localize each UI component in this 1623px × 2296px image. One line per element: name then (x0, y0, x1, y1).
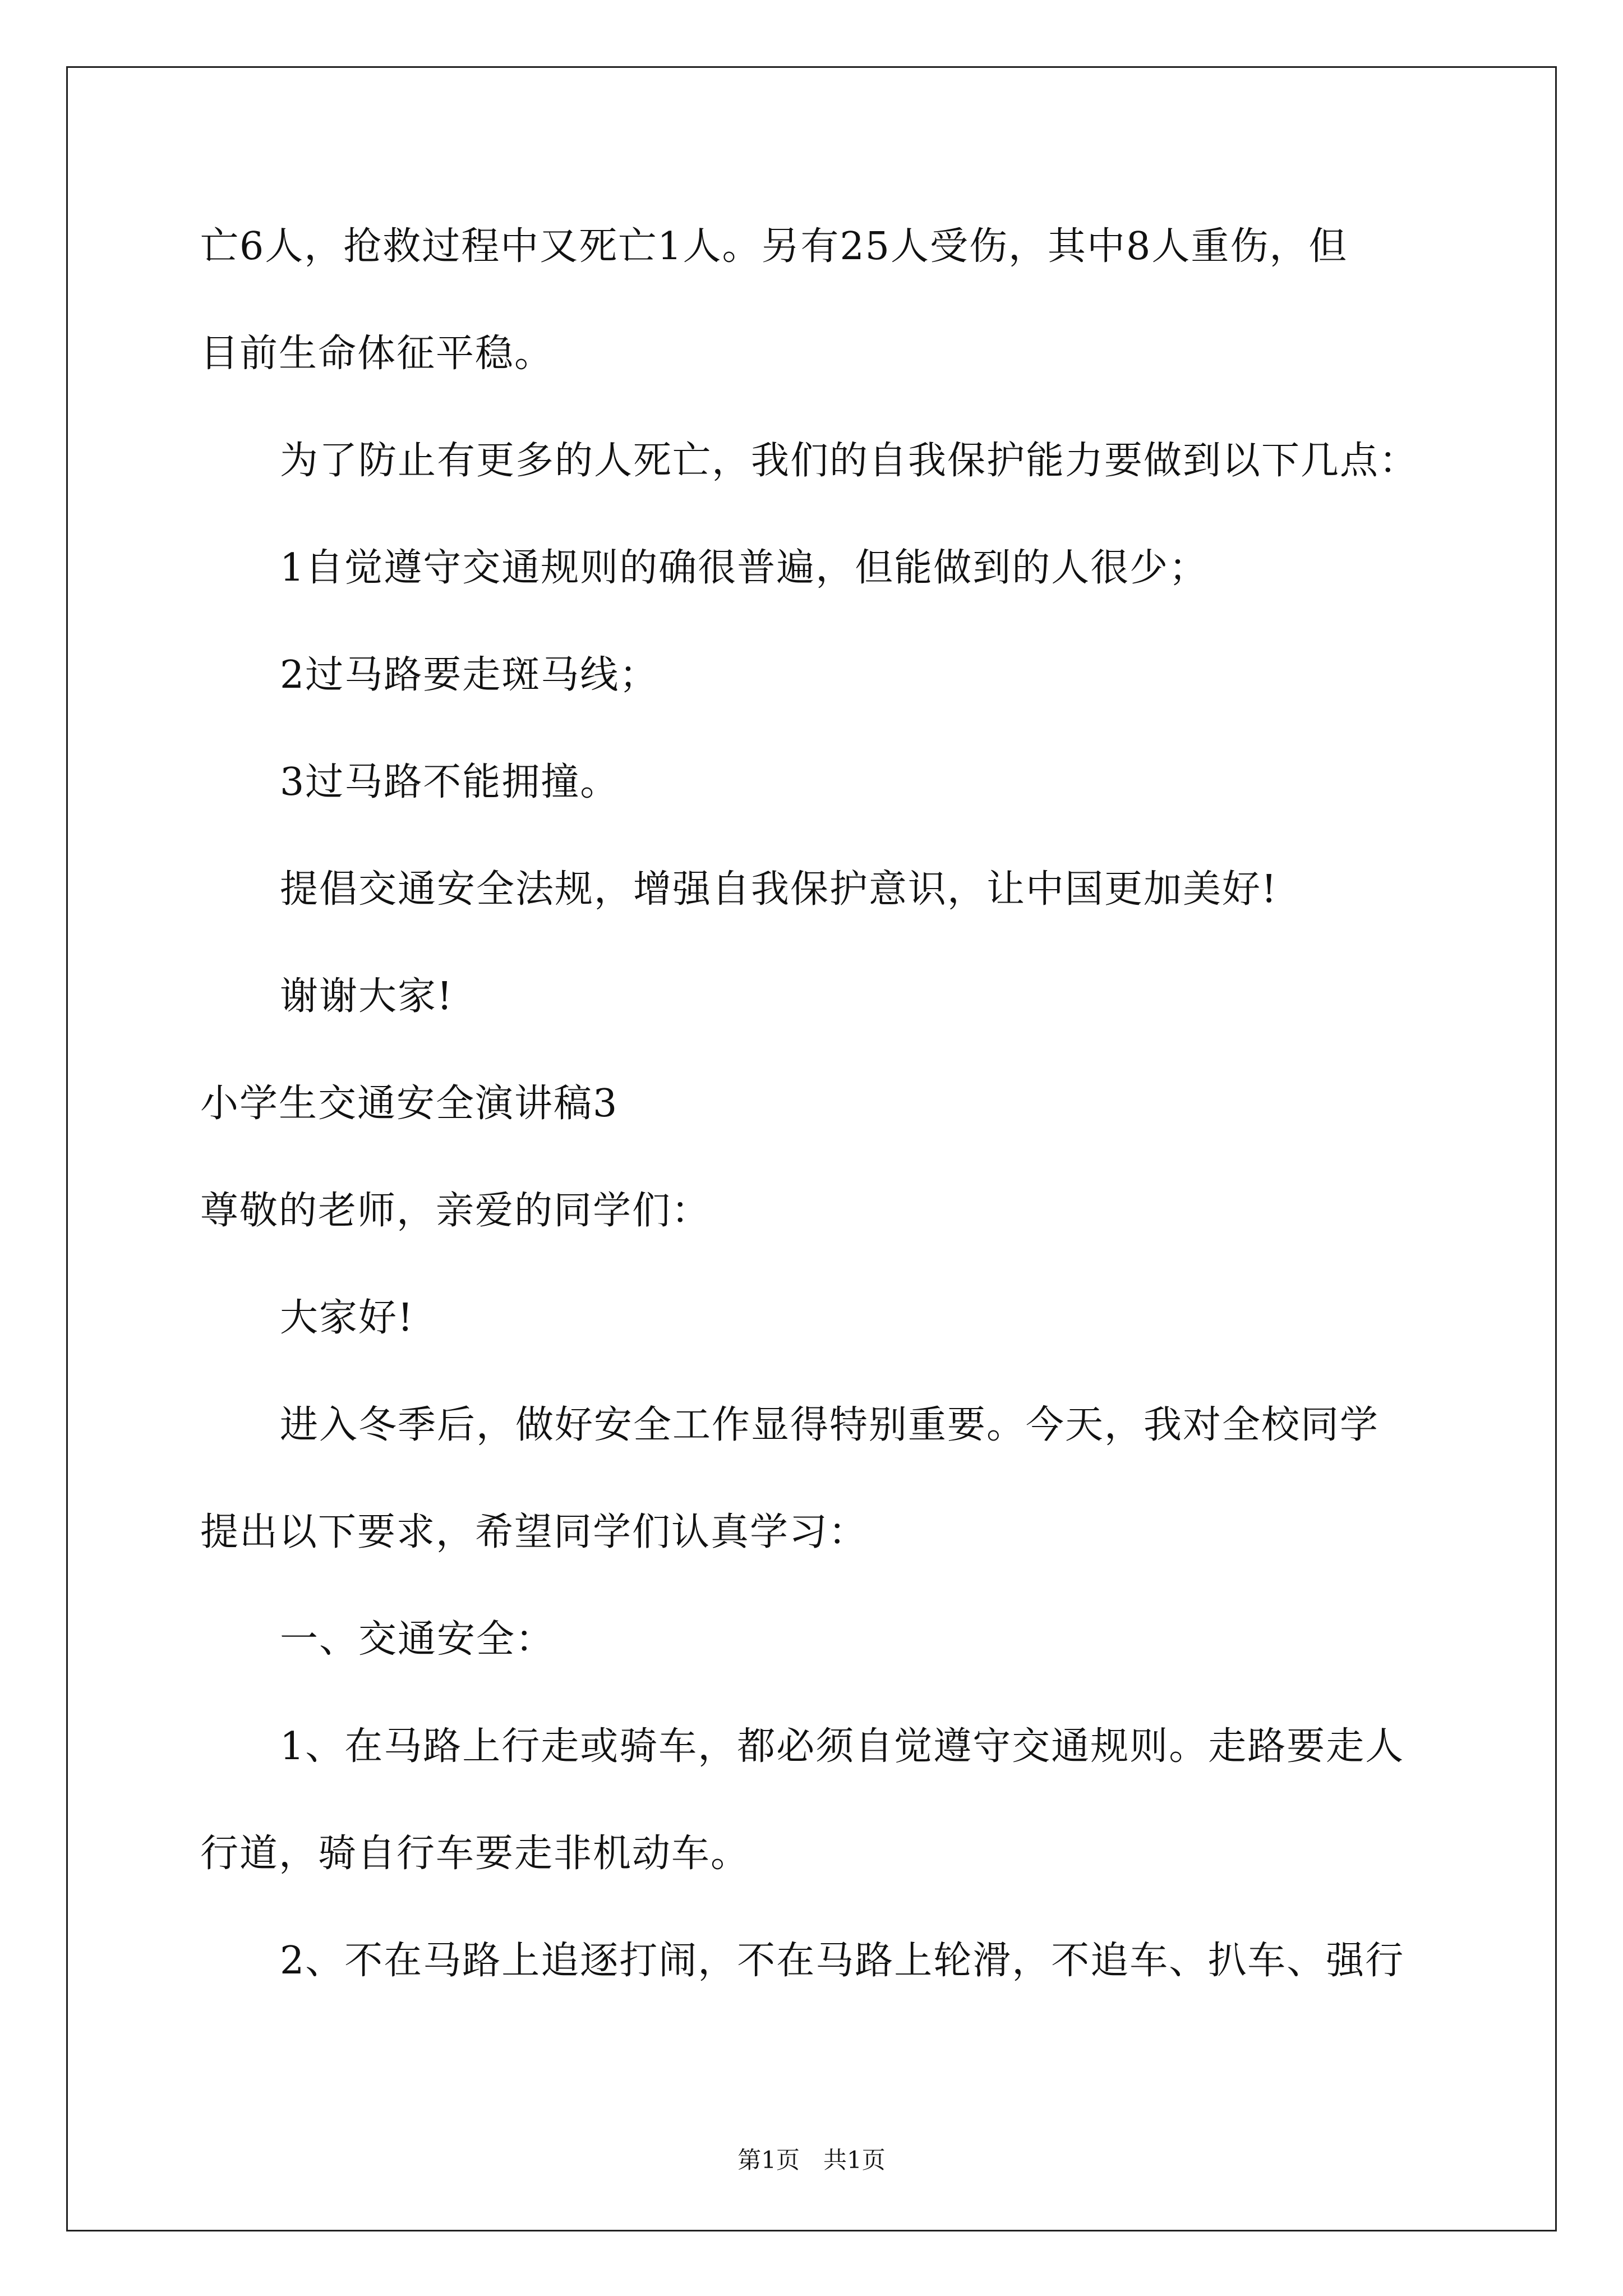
paragraph-line-12: 进入冬季后，做好安全工作显得特别重要。今天，我对全校同学 (280, 1403, 1380, 1447)
paragraph-line-3: 为了防止有更多的人死亡，我们的自我保护能力要做到以下几点： (280, 439, 1419, 483)
greeting: 大家好! (280, 1296, 414, 1340)
subsection-heading: 一、交通安全： (280, 1617, 555, 1662)
list-item-1: 1自觉遵守交通规则的确很普遍，但能做到的人很少； (280, 546, 1209, 590)
paragraph-line-13: 提出以下要求，希望同学们认真学习： (200, 1510, 868, 1554)
list-item-3: 3过马路不能拥撞。 (280, 760, 620, 804)
rule-item-1-continued: 行道，骑自行车要走非机动车。 (200, 1832, 750, 1876)
page-border (66, 66, 1557, 2231)
paragraph-line-1: 亡6人，抢救过程中又死亡1人。另有25人受伤，其中8人重伤，但 (200, 224, 1348, 269)
paragraph-line-2: 目前生命体征平稳。 (200, 332, 554, 376)
closing-thanks: 谢谢大家! (280, 974, 454, 1019)
rule-item-1: 1、在马路上行走或骑车，都必须自觉遵守交通规则。走路要走人 (280, 1724, 1405, 1769)
salutation: 尊敬的老师，亲爱的同学们： (200, 1189, 711, 1233)
section-title: 小学生交通安全演讲稿3 (200, 1082, 619, 1126)
page-footer: 第1页 共1页 (737, 2146, 886, 2174)
paragraph-line-7: 提倡交通安全法规，增强自我保护意识，让中国更加美好! (280, 867, 1278, 912)
rule-item-2: 2、不在马路上追逐打闹，不在马路上轮滑，不追车、扒车、强行 (280, 1939, 1405, 1983)
list-item-2: 2过马路要走斑马线； (280, 653, 659, 697)
